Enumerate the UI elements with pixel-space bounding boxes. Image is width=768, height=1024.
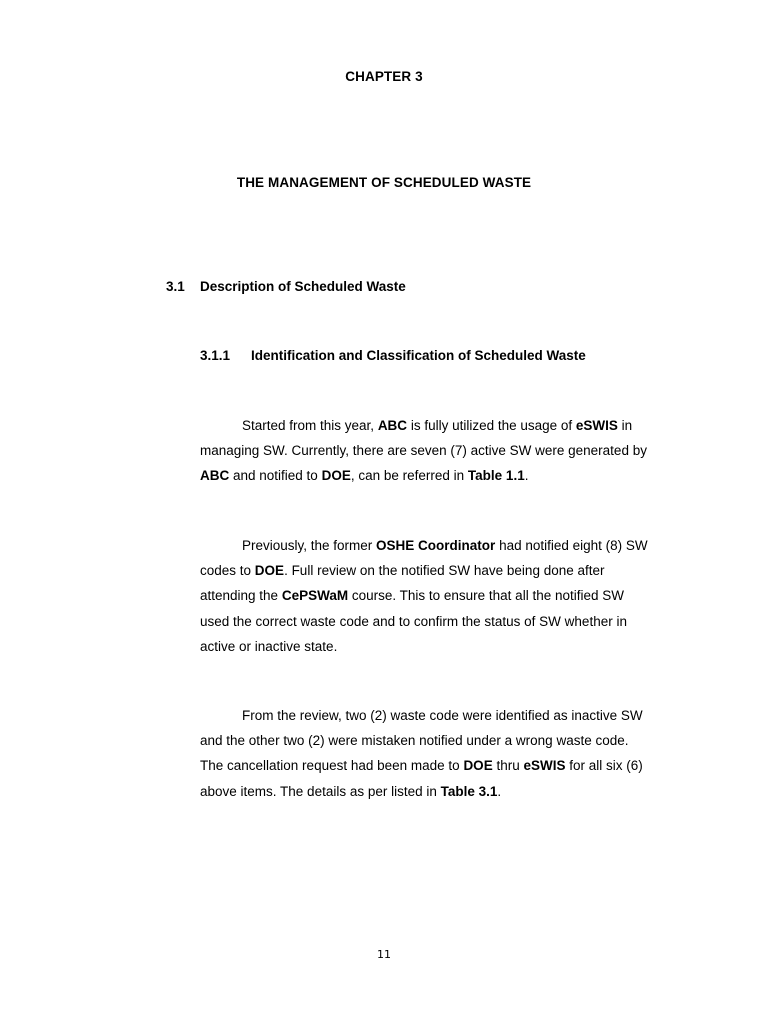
text-run: thru — [492, 758, 524, 774]
bold-term: DOE — [463, 758, 493, 774]
bold-term: Table 3.1 — [440, 783, 498, 799]
bold-term: ABC — [377, 418, 408, 433]
text-run: . — [524, 468, 529, 484]
bold-term: DOE — [321, 468, 351, 484]
text-run: , can be referred in — [350, 468, 468, 484]
chapter-label: CHAPTER 3 — [345, 69, 423, 84]
page-number: 11 — [377, 948, 391, 961]
section-title: Description of Scheduled Waste — [200, 279, 406, 294]
bold-term: eSWIS — [523, 758, 566, 774]
text-run: course. This to ensure that all the notified SW used the correct waste code and to confirm the status of SW whether in active or inactive state. — [200, 588, 627, 654]
body-paragraph — [200, 703, 652, 804]
body-paragraph — [200, 533, 652, 659]
bold-term: OSHE Coordinator — [376, 538, 496, 553]
text-run: From the review, two (2) waste code were identified as inactive SW and the other two (2) were mistaken notified under a wrong waste code. The cancellation request had been made to — [200, 708, 643, 774]
text-run: Previously, the former — [242, 538, 377, 553]
chapter-title: THE MANAGEMENT OF SCHEDULED WASTE — [236, 175, 532, 190]
bold-term: Table 1.1 — [467, 468, 525, 484]
bold-term: eSWIS — [575, 418, 618, 433]
bold-term: DOE — [254, 563, 285, 579]
body-paragraph — [200, 413, 652, 489]
text-run: in managing SW. Currently, there are seven (7) active SW were generated by — [200, 418, 647, 459]
text-run: and notified to — [229, 468, 322, 484]
text-run: . — [497, 783, 502, 799]
text-run: had notified eight (8) SW codes to — [200, 538, 648, 579]
text-run: is fully utilized the usage of — [407, 418, 576, 433]
section-number: 3.1 — [166, 279, 185, 294]
text-run: . Full review on the notified SW have being done after attending the — [200, 563, 605, 604]
text-run: for all six (6) above items. The details as per listed in — [200, 758, 643, 799]
bold-term: ABC — [200, 468, 230, 484]
subsection-number: 3.1.1 — [200, 348, 231, 363]
text-run: Started from this year, — [242, 418, 378, 433]
subsection-title: Identification and Classification of Scheduled Waste — [251, 348, 586, 363]
bold-term: CePSWaM — [281, 588, 349, 604]
